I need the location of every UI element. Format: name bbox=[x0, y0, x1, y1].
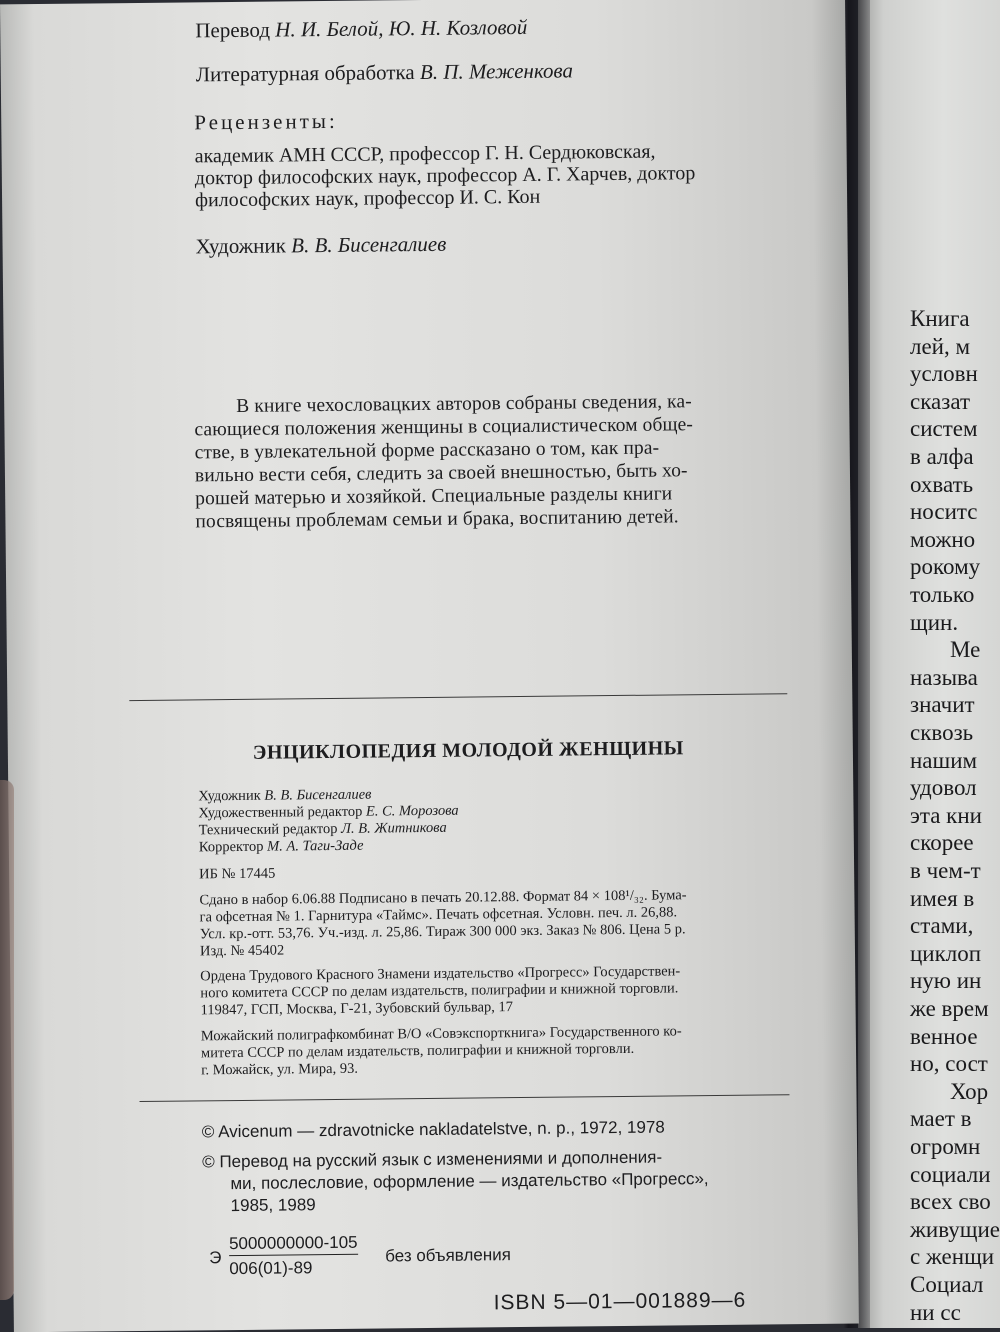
facing-page-line: систем bbox=[910, 416, 978, 442]
publisher-line: 119847, ГСП, Москва, Г-21, Зубовский бульвар, 17 bbox=[200, 999, 514, 1019]
abstract-line: рошей матерью и хозяйкой. Специальные разделы книги bbox=[195, 483, 673, 510]
facing-page-line: мает в bbox=[910, 1106, 972, 1132]
facing-page-line: же врем bbox=[910, 996, 989, 1021]
artist-credit bbox=[195, 232, 446, 260]
facing-page-line: стами, bbox=[910, 913, 974, 939]
facing-page-line: венное bbox=[910, 1023, 978, 1049]
translation-label: Перевод bbox=[195, 17, 271, 43]
printer-line: г. Можайск, ул. Мира, 93. bbox=[201, 1060, 359, 1079]
print-line: га офсетная № 1. Гарнитура «Таймс». Печать офсетная. Условн. печ. л. 26,88. bbox=[199, 904, 678, 926]
staff-line: Технический редактор Л. В. Житникова bbox=[198, 819, 447, 839]
facing-page-line: лей, м bbox=[910, 333, 971, 359]
facing-page-line: Социал bbox=[910, 1272, 984, 1297]
ib-number: ИБ № 17445 bbox=[199, 865, 276, 883]
facing-page-line: циклоп bbox=[910, 940, 982, 966]
staff-line: Художественный редактор Е. С. Морозова bbox=[198, 802, 459, 822]
facing-page-line: Книга bbox=[910, 306, 970, 331]
facing-page-line: социали bbox=[910, 1161, 991, 1187]
facing-page-line: нашим bbox=[910, 747, 978, 773]
print-line: Усл. кр.-отт. 53,76. Уч.-изд. л. 25,86. Тираж 300 000 экз. Заказ № 806. Цена 5 р. bbox=[199, 921, 686, 943]
copyright-translation: © Перевод на русский язык с изменениями и дополнения- bbox=[202, 1147, 663, 1172]
divider bbox=[140, 1094, 790, 1102]
facing-page-line: всех сво bbox=[910, 1189, 991, 1215]
facing-page-line: сквозь bbox=[910, 720, 974, 745]
abstract-line: посвящены проблемам семьи и брака, воспитанию детей. bbox=[195, 506, 679, 533]
literary-editor: В. П. Меженкова bbox=[419, 58, 574, 85]
printer-line: митета СССР по делам издательств, полиграфии и книжной торговли. bbox=[200, 1040, 635, 1062]
facing-page-line: называ bbox=[910, 664, 978, 690]
facing-page bbox=[858, 0, 1000, 1328]
facing-page-line: значит bbox=[910, 692, 975, 718]
index-denominator: 006(01)-89 bbox=[229, 1258, 313, 1279]
abstract-line: В книге чехословацких авторов собраны сведения, ка- bbox=[236, 391, 692, 417]
reviewer-line: доктор философских наук, профессор А. Г. Харчев, доктор bbox=[194, 162, 696, 190]
facing-page-line: огромн bbox=[910, 1134, 981, 1159]
publisher-line: Ордена Трудового Красного Знамени издательство «Прогресс» Государствен- bbox=[200, 963, 681, 985]
book-title: ЭНЦИКЛОПЕДИЯ МОЛОДОЙ ЖЕНЩИНЫ bbox=[252, 737, 684, 764]
index-prefix: Э bbox=[209, 1248, 222, 1268]
facing-page-line: ную ин bbox=[910, 968, 982, 994]
facing-page-line: ни сс bbox=[910, 1299, 961, 1325]
print-line: Изд. № 45402 bbox=[199, 942, 285, 960]
index-numerator: 5000000000-105 bbox=[229, 1233, 358, 1256]
reviewer-line: академик АМН СССР, профессор Г. Н. Сердюковская, bbox=[194, 140, 656, 168]
facing-page-line: в алфа bbox=[910, 444, 974, 469]
abstract-line: сающиеся положения женщины в социалистическом обще- bbox=[194, 414, 694, 441]
facing-page-line: охвать bbox=[910, 471, 974, 497]
facing-page-line: Ме bbox=[950, 637, 981, 663]
copyright-original: © Avicenum — zdravotnicke nakladatelstve, n. p., 1972, 1978 bbox=[201, 1117, 665, 1142]
facing-page-line: рокому bbox=[910, 554, 981, 580]
abstract-line: вильно вести себя, следить за своей внешностью, быть хо- bbox=[194, 460, 688, 487]
isbn: ISBN 5—01—001889—6 bbox=[493, 1288, 747, 1315]
facing-page-line: но, сост bbox=[910, 1051, 988, 1077]
copyright-translation: ми, послесловие, оформление — издательство «Прогресс», bbox=[230, 1169, 709, 1194]
literary-label: Литературная обработка bbox=[195, 60, 415, 87]
facing-page-line: щин. bbox=[910, 609, 959, 635]
artist-label: Художник bbox=[195, 233, 287, 259]
facing-page-line: удовол bbox=[910, 775, 977, 801]
facing-page-line: носитс bbox=[910, 499, 978, 525]
facing-page-line: в чем-т bbox=[910, 858, 981, 883]
index-note: без объявления bbox=[385, 1245, 511, 1266]
facing-page-line: только bbox=[910, 582, 975, 607]
abstract-line: стве, в увлекательной форме рассказано о том, как пра- bbox=[194, 437, 660, 464]
facing-page-line: Хор bbox=[950, 1078, 989, 1104]
staff-line: Корректор М. А. Таги-Заде bbox=[198, 837, 364, 856]
facing-page-line: эта кни bbox=[910, 802, 982, 828]
publisher-line: ного комитета СССР по делам издательств, полиграфии и книжной торговли. bbox=[200, 980, 679, 1002]
staff-line: Художник В. В. Бисенгалиев bbox=[198, 786, 372, 805]
printer-line: Можайский полиграфкомбинат В/О «Совэкспорткнига» Государственного ко- bbox=[200, 1023, 682, 1045]
translation-credit bbox=[195, 15, 527, 43]
reviewers-label: Рецензенты: bbox=[194, 108, 338, 135]
facing-page-line: имея в bbox=[910, 885, 975, 911]
print-line: Сдано в набор 6.06.88 Подписано в печать 20.12.88. Формат 84 × 108¹/₃₂. Бума- bbox=[199, 887, 687, 909]
literary-credit bbox=[196, 58, 573, 87]
divider bbox=[129, 693, 787, 701]
reviewer-line: философских наук, профессор И. С. Кон bbox=[194, 185, 541, 212]
facing-page-line: можно bbox=[910, 526, 976, 552]
copyright-translation: 1985, 1989 bbox=[230, 1195, 316, 1216]
facing-page-line: с женщи bbox=[910, 1244, 995, 1270]
translators: Н. И. Белой, Ю. Н. Козловой bbox=[275, 14, 528, 42]
thumb-shadow bbox=[0, 780, 14, 1300]
artist-name: В. В. Бисенгалиев bbox=[291, 231, 447, 258]
facing-page-line: условн bbox=[910, 361, 978, 387]
facing-page-line: живущие bbox=[910, 1216, 1000, 1242]
facing-page-line: скорее bbox=[910, 830, 974, 856]
facing-page-line: сказат bbox=[910, 388, 970, 414]
